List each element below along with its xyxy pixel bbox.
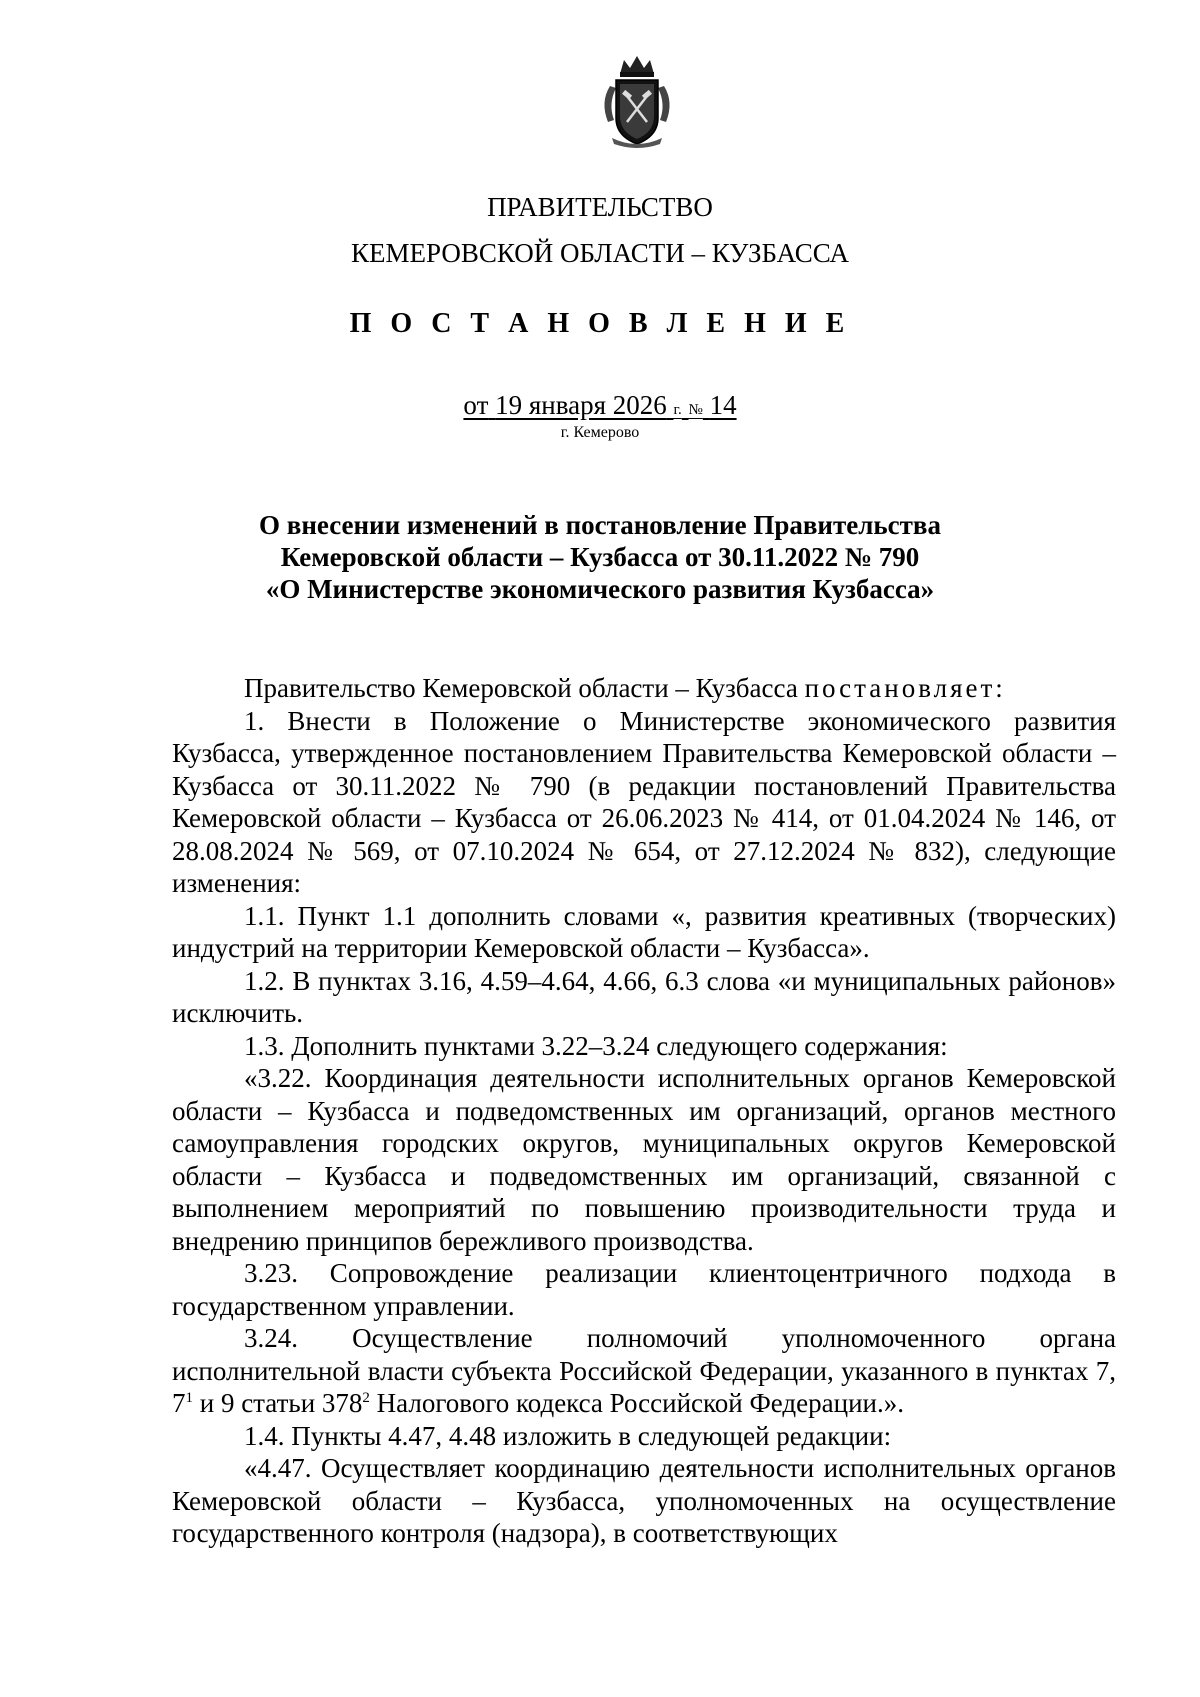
document-date: 19 января 2026	[495, 390, 667, 420]
org-name-line-1: ПРАВИТЕЛЬСТВО	[487, 192, 713, 222]
paragraph-1-2: 1.2. В пунктах 3.16, 4.59–4.64, 4.66, 6.3 слова «и муниципальных районов» исключить.	[172, 965, 1116, 1028]
date-line	[0, 390, 1200, 425]
title-line-3: «О Министерстве экономического развития Кузбасса»	[265, 574, 935, 604]
paragraph-1-1: 1.1. Пункт 1.1 дополнить словами «, развития креативных (творческих) индустрий на территории Кемеровской области – Кузбасса».	[172, 900, 1116, 963]
paragraph-1: 1. Внести в Положение о Министерстве экономического развития Кузбасса, утвержденное постановлением Правительства Кемеровской области – Кузбасса от 30.11.2022 № 790 (в редакции постановлений Правительства Кемеровской области – Кузбасса от 26.06.2023 № 414, от 01.04.2024 № 146, от 28.08.2024 № 569, от 07.10.2024 № 654, от 27.12.2024 № 832), следующие изменения:	[172, 705, 1116, 898]
preamble-text: Правительство Кемеровской области – Кузбасса	[244, 673, 798, 703]
paragraph-3-23: 3.23. Сопровождение реализации клиентоцентричного подхода в государственном управлении.	[172, 1258, 1116, 1321]
document-type: П О С Т А Н О В Л Е Н И Е	[349, 308, 851, 339]
paragraph-3-22: «3.22. Координация деятельности исполнительных органов Кемеровской области – Кузбасса и подведомственных им организаций, органов местного самоуправления городских округов, муниципальных округов Кемеровской области – Кузбасса и подведомственных им организаций, связанной с выполнением мероприятий по повышению производительности труда и внедрению принципов бережливого производства.	[172, 1063, 1116, 1256]
document-title	[220, 509, 980, 605]
document-body	[172, 672, 1116, 1550]
preamble	[172, 672, 1116, 705]
preamble-verb: постановляет:	[804, 673, 1006, 703]
title-line-2: Кемеровской области – Кузбасса от 30.11.2022 № 790	[280, 542, 920, 572]
number-sign: №	[688, 402, 703, 418]
superscript-1: 1	[185, 1390, 193, 1406]
paragraph-4-47: «4.47. Осуществляет координацию деятельности исполнительных органов Кемеровской области – Кузбасса, уполномоченных на осуществление государственного контроля (надзора), в соответствующих	[172, 1453, 1116, 1548]
paragraph-1-3: 1.3. Дополнить пунктами 3.22–3.24 следующего содержания:	[244, 1030, 948, 1061]
city: г. Кемерово	[560, 424, 640, 441]
year-suffix: г.	[673, 402, 682, 418]
paragraph-1-4: 1.4. Пункты 4.47, 4.48 изложить в следующей редакции:	[244, 1420, 892, 1451]
date-prefix: от	[463, 390, 489, 420]
title-line-1: О внесении изменений в постановление Правительства	[259, 510, 941, 540]
org-name-line-2: КЕМЕРОВСКОЙ ОБЛАСТИ – КУЗБАССА	[351, 238, 849, 268]
kuzbass-coat-of-arms-icon	[596, 52, 678, 150]
document-number: 14	[709, 390, 737, 420]
paragraph-3-24: 3.24. Осуществление полномочий уполномоченного органа исполнительной власти субъекта Российской Федерации, указанного в пунктах 7, $7^1$ и 9 статьи $378^2$ Налогового кодекса Российской Федерации.».	[172, 1323, 1116, 1418]
superscript-2: 2	[362, 1390, 370, 1406]
